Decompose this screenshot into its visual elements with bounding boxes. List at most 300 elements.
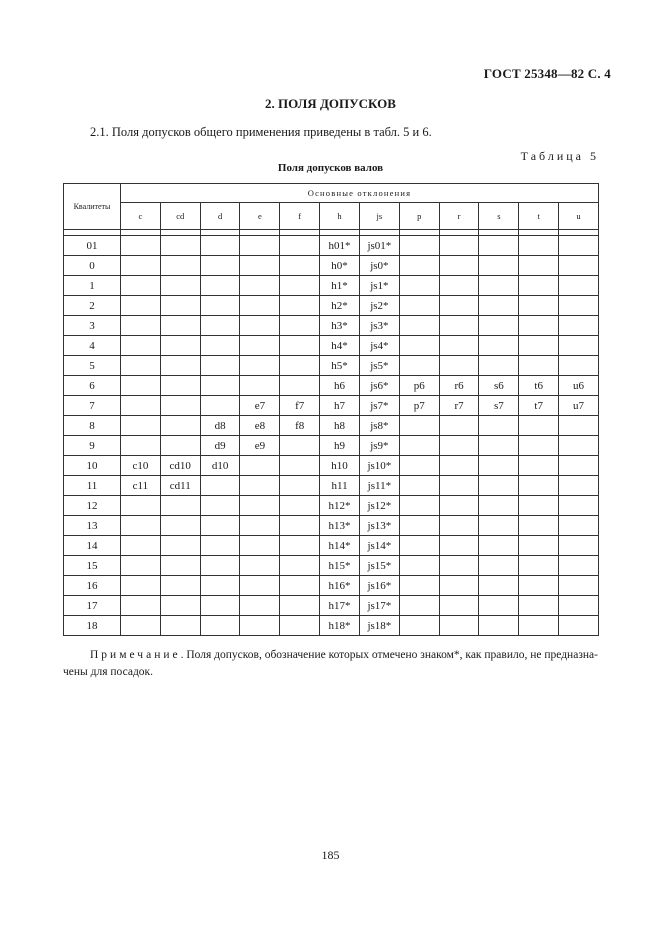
tolerance-cell [240,456,280,476]
tolerance-cell: js12* [359,496,399,516]
tolerance-cell [439,516,479,536]
tolerance-cell: h12* [320,496,360,516]
tolerance-cell [519,576,559,596]
table-row [64,456,599,476]
quality-cell: 10 [64,456,121,476]
tolerance-cell [160,436,200,456]
tolerance-cell [479,316,519,336]
tolerance-cell [160,276,200,296]
tolerance-cell [479,476,519,496]
quality-cell: 14 [64,536,121,556]
tolerance-cell [399,256,439,276]
tolerance-cell [559,556,599,576]
quality-cell: 13 [64,516,121,536]
tolerance-cell [240,256,280,276]
table-row [64,616,599,636]
column-header-c: c [121,203,161,230]
tolerance-cell [399,536,439,556]
tolerance-cell [280,436,320,456]
tolerance-cell [200,276,240,296]
tolerance-cell [399,516,439,536]
tolerance-cell [399,556,439,576]
tolerance-cell [439,356,479,376]
column-header-s: s [479,203,519,230]
quality-cell: 2 [64,296,121,316]
tolerance-cell: js5* [359,356,399,376]
tolerance-cell [280,576,320,596]
tolerance-cell: d9 [200,436,240,456]
column-header-h: h [320,203,360,230]
tolerance-cell [121,316,161,336]
tolerance-cell [200,236,240,256]
tolerance-cell [200,596,240,616]
tolerance-cell [399,316,439,336]
tolerance-cell [280,256,320,276]
tolerance-cell: js13* [359,516,399,536]
tolerance-cell [519,556,559,576]
tolerance-cell [399,596,439,616]
tolerance-cell: js14* [359,536,399,556]
table-row [64,536,599,556]
quality-cell: 8 [64,416,121,436]
tolerance-cell [200,356,240,376]
tolerance-cell [479,416,519,436]
tolerance-cell [200,536,240,556]
tolerance-cell: s6 [479,376,519,396]
tolerance-cell: h13* [320,516,360,536]
tolerance-cell [479,276,519,296]
tolerance-cell: h8 [320,416,360,436]
tolerance-cell [479,256,519,276]
tolerance-cell [519,296,559,316]
tolerance-cell [160,376,200,396]
tolerance-cell [519,516,559,536]
tolerance-cell [200,516,240,536]
tolerance-cell [439,236,479,256]
tolerance-cell: js3* [359,316,399,336]
tolerance-cell [240,516,280,536]
quality-cell: 17 [64,596,121,616]
tolerance-cell [559,436,599,456]
tolerance-cell [200,376,240,396]
tolerance-cell: c11 [121,476,161,496]
tolerance-cell [160,416,200,436]
tolerance-cell: u7 [559,396,599,416]
tolerance-cell [121,416,161,436]
quality-cell: 0 [64,256,121,276]
tolerance-cell [479,436,519,456]
tolerance-cell: f7 [280,396,320,416]
table-row [64,596,599,616]
tolerance-cell: h16* [320,576,360,596]
quality-cell: 18 [64,616,121,636]
tolerance-cell: h15* [320,556,360,576]
tolerance-cell [240,556,280,576]
quality-cell: 3 [64,316,121,336]
tolerance-cell: js7* [359,396,399,416]
note-label: Примечание [90,649,181,661]
column-header-d: d [200,203,240,230]
tolerance-cell: h6 [320,376,360,396]
tolerance-cell [280,356,320,376]
tolerance-cell [559,336,599,356]
tolerance-cell [519,336,559,356]
tolerance-cell [240,276,280,296]
table-row [64,256,599,276]
tolerance-cell: h18* [320,616,360,636]
quality-cell: 11 [64,476,121,496]
quality-cell: 5 [64,356,121,376]
column-header-u: u [559,203,599,230]
tolerance-cell [121,236,161,256]
tolerance-cell [280,516,320,536]
tolerance-cell [479,456,519,476]
tolerance-cell [121,556,161,576]
tolerance-cell: t7 [519,396,559,416]
tolerance-cell [479,296,519,316]
tolerance-cell: js18* [359,616,399,636]
tolerance-cell [160,296,200,316]
tolerance-cell [121,336,161,356]
tolerance-cell [121,276,161,296]
tolerance-cell [240,536,280,556]
tolerance-cell [121,496,161,516]
section-title: 2. ПОЛЯ ДОПУСКОВ [265,96,396,111]
tolerance-cell: d8 [200,416,240,436]
tolerance-cell [519,436,559,456]
tolerance-cell: h11 [320,476,360,496]
tolerance-cell [160,356,200,376]
tolerance-cell [399,356,439,376]
tolerance-cell: c10 [121,456,161,476]
tolerance-table [63,183,599,636]
tolerance-cell [160,536,200,556]
tolerance-cell [200,576,240,596]
tolerance-cell [399,236,439,256]
tolerance-cell [240,376,280,396]
tolerance-cell [519,416,559,436]
tolerance-cell [280,496,320,516]
tolerance-cell [160,256,200,276]
tolerance-cell [240,596,280,616]
table-row [64,236,599,256]
table-row [64,576,599,596]
table-row [64,476,599,496]
tolerance-cell: s7 [479,396,519,416]
tolerance-cell [240,236,280,256]
tolerance-cell: e9 [240,436,280,456]
tolerance-cell [439,416,479,436]
quality-cell: 7 [64,396,121,416]
tolerance-cell [200,616,240,636]
quality-cell: 6 [64,376,121,396]
tolerance-cell: js10* [359,456,399,476]
tolerance-cell [439,536,479,556]
table-header-row [64,184,599,203]
tolerance-cell [399,296,439,316]
tolerance-cell [519,496,559,516]
tolerance-cell [240,356,280,376]
tolerance-cell [121,616,161,636]
tolerance-cell: cd11 [160,476,200,496]
tolerance-cell: js8* [359,416,399,436]
tolerance-cell: r7 [439,396,479,416]
tolerance-cell [479,516,519,536]
tolerance-cell [559,356,599,376]
tolerance-cell [519,616,559,636]
tolerance-cell [559,576,599,596]
tolerance-cell [559,416,599,436]
tolerance-cell [479,356,519,376]
tolerance-cell [399,476,439,496]
tolerance-cell [519,236,559,256]
tolerance-cell [479,576,519,596]
table-note [63,647,601,681]
intro-paragraph: 2.1. Поля допусков общего применения приведены в табл. 5 и 6. [90,125,432,139]
tolerance-cell [559,276,599,296]
tolerance-cell [240,296,280,316]
table-label: Таблица 5 [520,149,599,163]
tolerance-cell: f8 [280,416,320,436]
quality-cell: 1 [64,276,121,296]
column-header-js: js [359,203,399,230]
tolerance-cell: h9 [320,436,360,456]
tolerance-cell [439,436,479,456]
tolerance-cell [200,296,240,316]
tolerance-cell [121,576,161,596]
tolerance-cell [160,316,200,336]
tolerance-cell [399,456,439,476]
quality-cell: 16 [64,576,121,596]
tolerance-cell: h5* [320,356,360,376]
quality-cell: 15 [64,556,121,576]
tolerance-cell [160,516,200,536]
quality-cell: 4 [64,336,121,356]
tolerance-cell: p7 [399,396,439,416]
tolerance-cell [399,276,439,296]
tolerance-cell [519,316,559,336]
tolerance-cell [519,456,559,476]
tolerance-cell [479,236,519,256]
column-header-f: f [280,203,320,230]
tolerance-cell [559,256,599,276]
tolerance-cell [399,496,439,516]
tolerance-cell [280,296,320,316]
table-row [64,336,599,356]
table-row [64,296,599,316]
column-header-e: e [240,203,280,230]
tolerance-cell [559,596,599,616]
tolerance-cell [479,336,519,356]
tolerance-cell [439,496,479,516]
tolerance-cell [399,336,439,356]
tolerance-cell: h01* [320,236,360,256]
quality-cell: 01 [64,236,121,256]
tolerance-cell [280,536,320,556]
tolerance-cell: e7 [240,396,280,416]
tolerance-cell [519,476,559,496]
tolerance-cell: js4* [359,336,399,356]
qualities-header: Квалитеты [64,184,121,230]
tolerance-cell [200,496,240,516]
tolerance-cell: e8 [240,416,280,436]
tolerance-cell [439,476,479,496]
quality-cell: 12 [64,496,121,516]
tolerance-cell [200,556,240,576]
tolerance-cell [121,536,161,556]
tolerance-cell [439,556,479,576]
tolerance-cell: d10 [200,456,240,476]
tolerance-cell: js6* [359,376,399,396]
table-row [64,416,599,436]
tolerance-cell [121,296,161,316]
tolerance-cell: r6 [439,376,479,396]
letter-header-row [64,203,599,230]
tolerance-cell [280,236,320,256]
tolerance-cell [439,616,479,636]
tolerance-cell [121,256,161,276]
tolerance-cell [200,476,240,496]
table-title: Поля допусков валов [277,162,384,174]
tolerance-cell [439,256,479,276]
table-row [64,356,599,376]
tolerance-cell [519,536,559,556]
tolerance-cell [240,576,280,596]
tolerance-cell [280,336,320,356]
tolerance-cell [160,616,200,636]
deviations-header: Основные отклонения [121,184,599,203]
tolerance-cell [280,456,320,476]
tolerance-cell: h0* [320,256,360,276]
table-row [64,516,599,536]
tolerance-cell: js0* [359,256,399,276]
tolerance-cell: js17* [359,596,399,616]
table-row [64,276,599,296]
tolerance-cell: t6 [519,376,559,396]
tolerance-cell [280,616,320,636]
tolerance-cell [559,236,599,256]
tolerance-cell [200,316,240,336]
tolerance-cell: h7 [320,396,360,416]
table-row [64,556,599,576]
tolerance-cell: h4* [320,336,360,356]
tolerance-cell [559,296,599,316]
tolerance-cell [160,576,200,596]
tolerance-cell [121,356,161,376]
tolerance-cell: js11* [359,476,399,496]
tolerance-cell [479,496,519,516]
tolerance-cell [121,596,161,616]
tolerance-cell [280,476,320,496]
tolerance-cell [519,596,559,616]
tolerance-cell [240,476,280,496]
tolerance-cell [121,436,161,456]
quality-cell: 9 [64,436,121,456]
table-row [64,436,599,456]
tolerance-cell [240,336,280,356]
tolerance-cell [121,376,161,396]
tolerance-cell [160,236,200,256]
tolerance-cell [479,596,519,616]
tolerance-cell [280,376,320,396]
note-text: . Поля допусков, обозначение которых отмечено знаком*, как правило, не предназна-чены для посадок. [63,649,598,678]
tolerance-cell: js01* [359,236,399,256]
tolerance-cell [399,416,439,436]
column-header-p: p [399,203,439,230]
tolerance-cell [439,596,479,616]
tolerance-cell [439,576,479,596]
tolerance-cell: h14* [320,536,360,556]
tolerance-cell [200,396,240,416]
tolerance-cell: js9* [359,436,399,456]
tolerance-cell [121,396,161,416]
tolerance-cell [519,276,559,296]
table-row [64,376,599,396]
document-reference: ГОСТ 25348—82 С. 4 [483,66,611,81]
tolerance-cell [439,336,479,356]
tolerance-cell [559,516,599,536]
tolerance-cell [200,336,240,356]
tolerance-cell [240,316,280,336]
column-header-r: r [439,203,479,230]
tolerance-cell [160,496,200,516]
tolerance-cell: p6 [399,376,439,396]
tolerance-cell [479,536,519,556]
tolerance-cell [559,616,599,636]
tolerance-cell [121,516,161,536]
tolerance-cell: h17* [320,596,360,616]
tolerance-cell: h10 [320,456,360,476]
table-row [64,316,599,336]
tolerance-cell [280,596,320,616]
tolerance-cell [559,476,599,496]
tolerance-cell: js2* [359,296,399,316]
column-header-cd: cd [160,203,200,230]
tolerance-cell: js15* [359,556,399,576]
tolerance-cell: cd10 [160,456,200,476]
tolerance-cell [280,276,320,296]
tolerance-cell [280,316,320,336]
tolerance-cell [399,616,439,636]
tolerance-cell [559,496,599,516]
tolerance-cell [240,496,280,516]
tolerance-cell [439,296,479,316]
tolerance-cell: js16* [359,576,399,596]
tolerance-cell [479,556,519,576]
page-number: 185 [321,848,340,862]
table-row [64,396,599,416]
tolerance-cell: js1* [359,276,399,296]
tolerance-cell: h3* [320,316,360,336]
tolerance-cell [160,396,200,416]
tolerance-cell [399,436,439,456]
tolerance-cell [280,556,320,576]
table-row [64,496,599,516]
tolerance-cell [200,256,240,276]
tolerance-cell [439,316,479,336]
tolerance-cell [519,256,559,276]
tolerance-cell [399,576,439,596]
tolerance-cell [519,356,559,376]
tolerance-cell [160,596,200,616]
tolerance-cell [160,556,200,576]
tolerance-cell [160,336,200,356]
tolerance-cell: h2* [320,296,360,316]
tolerance-cell: u6 [559,376,599,396]
tolerance-cell [559,536,599,556]
tolerance-cell [479,616,519,636]
tolerance-cell [439,456,479,476]
